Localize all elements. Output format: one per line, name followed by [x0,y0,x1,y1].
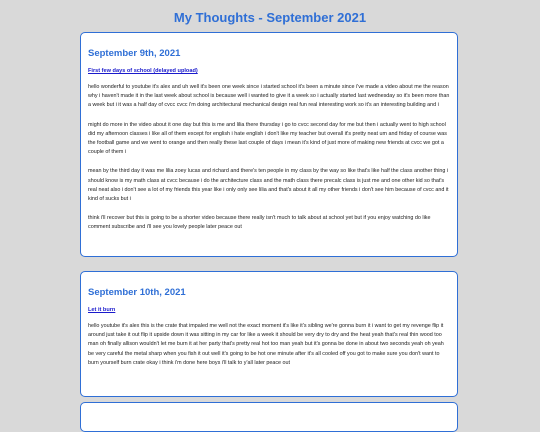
post-body [88,322,450,378]
page-title: My Thoughts - September 2021 [173,10,367,25]
post-paragraph: hello youtube it's alex this is the crate that impaled me well not the exact moment it's like it's sibling we're gonna burn it i want to get my revenge flip it around just take it out flip it upside down it was sitting in my car for like a week it should be very dry to dry and the heat yeah that's real thin wood too man oh finally allison wouldn't let me burn it at her party that's pretty real hot too man yeah but it's gonna be done in about two seconds yeah oh yeah be very careful the metal sharp when you fish it out well it's going to be hot one minute after it's all cooled off you got to make sure you don't want to burn yourself burn crate okay i think i'm done here boys i'll talk to y'all later peace out [88,323,444,366]
post-paragraph: hello wonderful to youtube it's alex and uh well it's been one week since i started school it's been a minute since i've made a video about me the reason why i haven't made it in the last week about school is because well i wanted to give it a week so i actually started last wednesday so it's been more than a week but i it was a half day of cvcc cvcc i'm doing architectural mechanical design real fun real interesting work so it's an interesting building and i [88,84,450,109]
post-paragraph: might do more in the video about it one day but this is me and lilia there thursday i go to cvcc second day for me but then i actually went to high school did my afternoon classes i like all of them except for english i hate english i don't like my teacher but overall it's pretty neat um and friday of course was the football game and we went to orange and then really these last couple of days i mean it's kind of just more of making new friends at cvcc we got a couple of them i [88,121,447,156]
post-body [88,83,450,243]
post-card-sep-10 [80,271,458,397]
post-paragraph: mean by the third day it was me lilia zoey lucas and richard and there's ten people in my class by the way so like that's like half the class another thing i should know is my math class at cvcc because i do the architecture class and the math class there precalc class is just me and one other kid so that's real neat also i don't see a lot of my friends this year like i only only see lilia and that's about it all my other friends i don't see him because of cvcc and it kind of sucks but i [88,168,449,203]
post-date: September 10th, 2021 [88,287,186,298]
post-card-sep-9 [80,32,458,257]
post-title-link[interactable]: Let it burn [88,307,116,313]
post-card-next [80,402,458,432]
post-title-link[interactable]: First few days of school (delayed upload) [88,68,198,74]
post-paragraph: think i'll recover but this is going to be a shorter video because there really isn't much to talk about at school yet but if you enjoy watching do like comment subscribe and i'll see you lovely people later peace out [88,215,431,231]
post-date: September 9th, 2021 [88,48,181,59]
